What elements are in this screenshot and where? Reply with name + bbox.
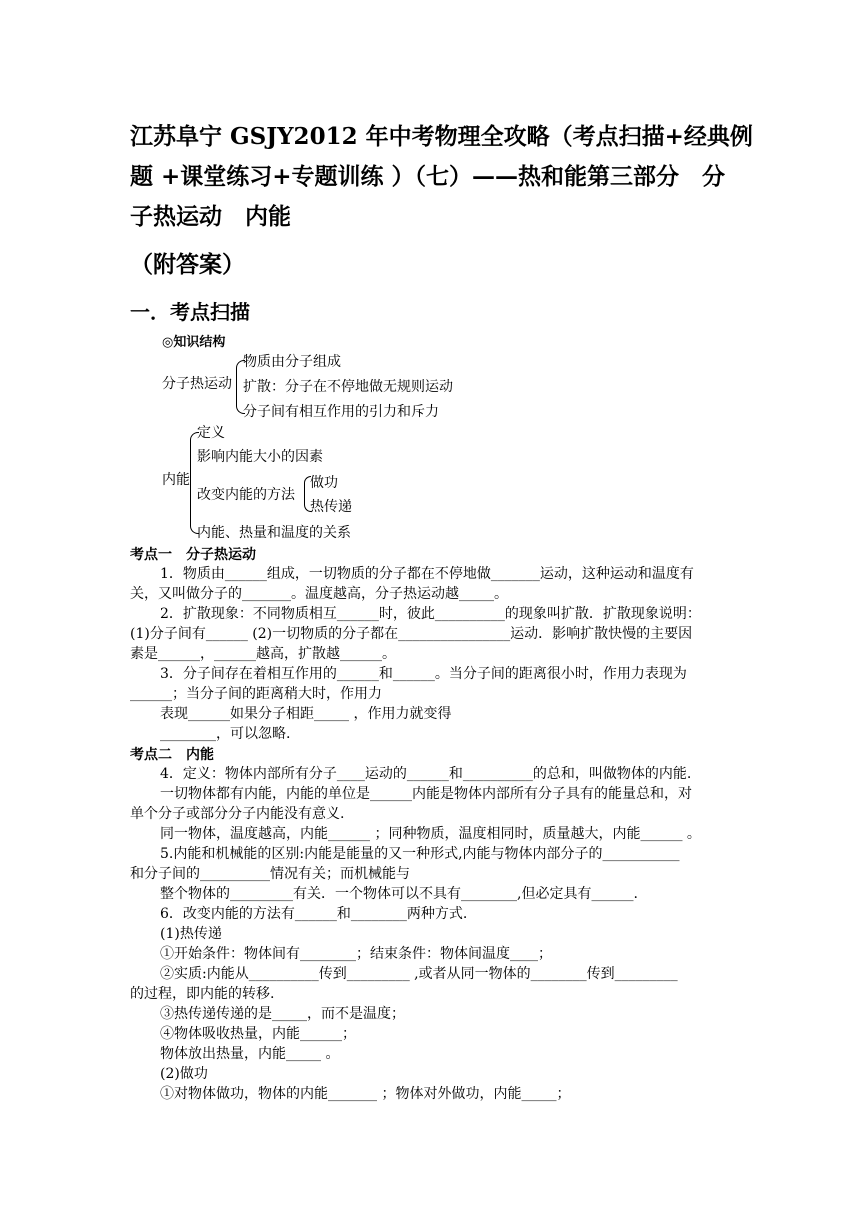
group1-label: 分子热运动 <box>162 376 232 392</box>
text-line: (1)热传递 <box>160 926 222 942</box>
group2-item: 定义 <box>197 425 225 441</box>
text-line: ③热传递传递的是_____，而不是温度； <box>160 1006 405 1022</box>
group1-item: 扩散：分子在不停地做无规则运动 <box>243 379 453 395</box>
text-line: 物体放出热量，内能_____ 。 <box>160 1046 340 1062</box>
text-line: 5.内能和机械能的区别:内能是能量的又一种形式,内能与物体内部分子的___________ <box>160 846 680 862</box>
text-line: 2．扩散现象：不同物质相互______时，彼此__________的现象叫扩散．扩散现象说明： <box>160 606 701 622</box>
group2-label: 内能 <box>162 472 190 488</box>
doc-title-line2: 题 +课堂练习+专题训练 ）（七）——热和能第三部分 分 <box>130 163 726 190</box>
text-line: ________，可以忽略. <box>160 726 291 742</box>
sub-item: 做功 <box>310 475 338 491</box>
text-line: 素是______，______越高，扩散越______。 <box>130 646 396 662</box>
kp2-heading: 考点二 内能 <box>130 747 214 763</box>
text-line: ②实质:内能从__________传到_________ ,或者从同一物体的________传到_________ <box>160 966 678 982</box>
doc-title-line3: 子热运动 内能 <box>130 203 291 230</box>
text-line: ④物体吸收热量，内能______； <box>160 1026 356 1042</box>
doc-title-line4: （附答案） <box>130 251 245 278</box>
text-line: 3．分子间存在着相互作用的______和______。当分子间的距离很小时，作用力表现为 <box>160 666 687 682</box>
text-line: 1．物质由______组成，一切物质的分子都在不停地做_______运动，这种运动和温度有 <box>160 566 694 582</box>
text-line: (1)分子间有______ (2)一切物质的分子都在________________运动．影响扩散快慢的主要因 <box>130 626 693 642</box>
text-line: 关，又叫做分子的_______。温度越高，分子热运动越_____。 <box>130 586 508 602</box>
text-line: 同一物体，温度越高，内能______ ；同种物质，温度相同时，质量越大，内能______ 。 <box>160 826 701 842</box>
text-line: 单个分子或部分分子内能没有意义. <box>130 806 345 822</box>
text-line: 6．改变内能的方法有______和________两种方式. <box>160 906 468 922</box>
group1-item: 分子间有相互作用的引力和斥力 <box>243 404 439 420</box>
group2-item: 内能、热量和温度的关系 <box>197 525 351 541</box>
text-line: (2)做功 <box>160 1066 208 1082</box>
text-line: ①开始条件：物体间有________；结束条件：物体间温度____； <box>160 946 552 962</box>
sub-item: 热传递 <box>310 499 352 515</box>
kp1-heading: 考点一 分子热运动 <box>130 547 256 563</box>
group2-item: 改变内能的方法 <box>197 487 295 503</box>
text-line: 的过程，即内能的转移. <box>130 986 275 1002</box>
text-line: 表现______如果分子相距_____ ，作用力就变得 <box>160 706 452 722</box>
text-line: 和分子间的__________情况有关；而机械能与 <box>130 866 410 882</box>
group2-item: 影响内能大小的因素 <box>197 449 323 465</box>
section-heading: 一．考点扫描 <box>130 300 250 324</box>
knowledge-heading: ◎知识结构 <box>162 335 226 350</box>
doc-title-line1: 江苏阜宁 GSJY2012 年中考物理全攻略（考点扫描+经典例 <box>130 123 753 150</box>
text-line: 整个物体的_________有关．一个物体可以不具有________,但必定具有______. <box>160 886 638 902</box>
text-line: ①对物体做功，物体的内能_______ ；物体对外做功，内能_____； <box>160 1086 571 1102</box>
text-line: ______；当分子间的距离稍大时，作用力 <box>130 686 382 702</box>
text-line: 一切物体都有内能，内能的单位是______内能是物体内部所有分子具有的能量总和，对 <box>160 786 692 802</box>
group1-item: 物质由分子组成 <box>243 354 341 370</box>
text-line: 4．定义：物体内部所有分子____运动的______和__________的总和，叫做物体的内能. <box>160 766 692 782</box>
